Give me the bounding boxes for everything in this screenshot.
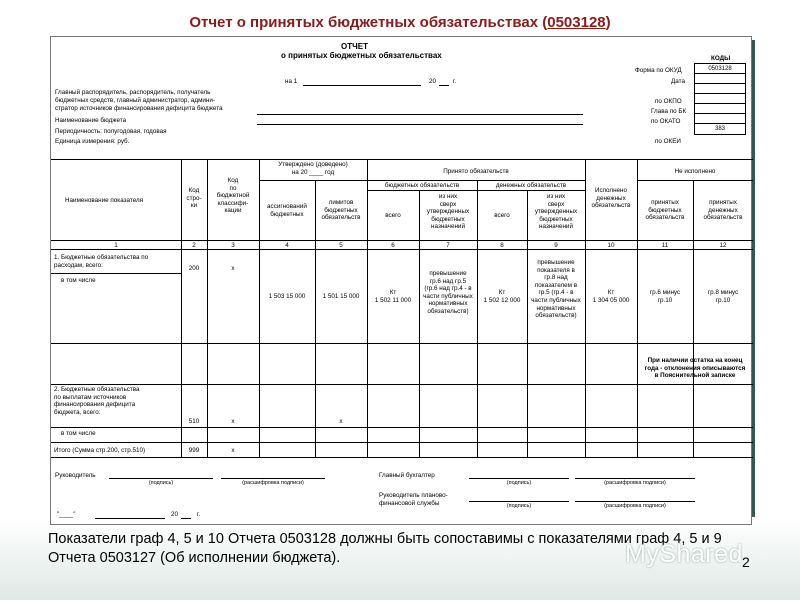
- grid-line: [51, 384, 753, 385]
- label-distributor-2: бюджетных средств, главный администратор, админи-: [55, 97, 216, 104]
- col-over7-header: из них сверх утвержденных бюджетных назначений: [426, 193, 470, 231]
- col-assign-header: ассигнований бюджетных: [267, 203, 307, 218]
- col-number: 7: [446, 242, 450, 249]
- row1-c8: Кт 1 502 12 000: [483, 289, 521, 304]
- sig-line: [109, 478, 213, 479]
- code-date: [695, 74, 745, 84]
- sig-plan-label: Руководитель планово- финансовой службы: [379, 492, 448, 507]
- row1-c5: 1 501 15 000: [322, 293, 360, 300]
- grid-line: [51, 427, 753, 428]
- remainder-note: При наличии остатка на конец года - отклонения описываются в Пояснительной записке: [644, 357, 746, 380]
- row1-c7: превышение гр.6 над гр.5 (гр.6 над гр.4 - в части публичных нормативных обязательств): [423, 270, 473, 315]
- row2-sub: в том числе: [61, 430, 96, 437]
- col-number: 6: [391, 242, 395, 249]
- distributor-line: [257, 114, 583, 115]
- sig-head-label: Руководитель: [55, 472, 96, 479]
- form-code-link[interactable]: 0503128: [547, 14, 606, 31]
- brand-logo: MyShared: [625, 540, 743, 568]
- row1-c12: гр.8 минус гр.10: [707, 289, 739, 304]
- sig-caption: (расшифровка подписи): [604, 480, 666, 486]
- row1-c6: Кт 1 502 11 000: [374, 289, 412, 304]
- date-prefix: на 1: [285, 78, 298, 85]
- col-total8-header: всего: [494, 212, 510, 219]
- year-underline: [439, 85, 449, 86]
- codes-box: [694, 63, 746, 135]
- col-number: 2: [192, 242, 196, 249]
- decorative-right-bar: [752, 40, 755, 517]
- codes-label-okei: по ОКЕИ: [655, 138, 681, 145]
- col-kbk-header: Код по бюджетной классифи- кации: [216, 177, 250, 215]
- col-number: 4: [285, 242, 289, 249]
- sig-chief-acc-label: Главный бухгалтер: [379, 472, 435, 479]
- col-code-header: Код стро- ки: [186, 187, 202, 210]
- code-okpo: [695, 84, 745, 94]
- col-limits-header: лимитов бюджетных обязательств: [321, 199, 361, 222]
- grid-line: [51, 159, 753, 160]
- code-okato: [695, 104, 745, 114]
- codes-label-okpo: по ОКПО: [655, 98, 682, 105]
- row2-c5: x: [339, 418, 343, 425]
- grid-line: [51, 343, 753, 344]
- sig-caption: (подпись): [506, 503, 532, 509]
- sig-line: [469, 501, 569, 502]
- sig-caption: (расшифровка подписи): [604, 503, 666, 509]
- slide-bottom-text: Показатели граф 4, 5 и 10 Отчета 0503128 должны быть сопоставимы с показателями граф 4, 5 и 9 Отчета 0503127 (Об исполнении бюджета).: [48, 531, 722, 566]
- col-name-header: Наименование показателя: [65, 197, 144, 204]
- codes-label-date: Дата: [671, 78, 685, 85]
- sig-caption: (подпись): [506, 480, 532, 486]
- row1-kbk: x: [231, 265, 235, 272]
- slide-title: Отчет о принятых бюджетных обязательствах (0503128): [189, 14, 611, 31]
- grid-line: [51, 240, 753, 241]
- label-distributor-1: Главный распорядитель, распорядитель, получатель: [55, 89, 211, 96]
- accepted-header: Принято обязательств: [443, 168, 509, 175]
- row1-c9: превышение показателя в гр.8 над показателем в гр.5 (гр.4 - в части публичных нормативных обязательств): [531, 259, 581, 320]
- col-number: 1: [114, 242, 118, 249]
- grid-line: [367, 190, 585, 191]
- sig-line: [95, 518, 165, 519]
- money-obl-header: денежных обязательств: [495, 182, 567, 189]
- row3-name: Итого (Сумма стр.200, стр.510): [54, 447, 146, 454]
- label-budget-name: Наименование бюджета: [55, 117, 127, 124]
- code-glava: [695, 94, 745, 104]
- row2-kbk: x: [231, 418, 235, 425]
- row2-name: 2. Бюджетные обязательства по выплатам источников финансирования дефицита бюджета, всего:: [54, 386, 140, 416]
- label-distributor-3: стратор источников финансирования дефицита бюджета: [55, 105, 223, 112]
- sig-line: [469, 478, 569, 479]
- sig-line: [575, 501, 695, 502]
- col-number: 11: [661, 242, 669, 249]
- not-done-header: Не исполнено: [674, 168, 716, 175]
- col-number: 5: [339, 242, 343, 249]
- col-number: 10: [607, 242, 615, 249]
- col-over9-header: из них сверх утвержденных бюджетных назначений: [534, 193, 578, 231]
- grid-line: [259, 180, 367, 181]
- row3-kbk: x: [231, 447, 235, 454]
- row1-sub: в том числе: [61, 277, 96, 284]
- date-g: г.: [453, 78, 457, 85]
- row2-code: 510: [188, 418, 200, 425]
- col-total6-header: всего: [385, 212, 401, 219]
- row1-c10: Кт 1 304 05 000: [592, 289, 630, 304]
- row1-c11: гр.6 минус гр.10: [649, 289, 681, 304]
- grid-line: [51, 457, 753, 458]
- grid-line: [51, 273, 181, 274]
- date-year: 20: [429, 78, 437, 85]
- codes-header: КОДЫ: [711, 55, 731, 62]
- col-notdone-budget-header: принятых бюджетных обязательств: [645, 199, 685, 222]
- row1-c4: 1 503 15 000: [268, 293, 306, 300]
- label-unit: Единица измерения: руб.: [55, 138, 130, 145]
- sig-caption: (подпись): [148, 480, 174, 486]
- form-heading: ОТЧЕТ: [341, 42, 368, 51]
- sig-line: [221, 478, 325, 479]
- sig-date-year: 20: [171, 511, 179, 518]
- grid-line: [51, 442, 753, 443]
- approved-header: Утверждено (доведено) на 20 ____ год: [278, 161, 348, 176]
- row3-code: 999: [188, 447, 200, 454]
- col-executed-header: Исполнено денежных обязательств: [591, 187, 631, 210]
- codes-label-glava: Глава по БК: [651, 108, 687, 115]
- sig-date-g: г.: [197, 511, 201, 518]
- page-number: 2: [742, 554, 750, 570]
- col-number: 3: [231, 242, 235, 249]
- date-underline: [303, 85, 421, 86]
- row1-name: 1. Бюджетные обязательства по расходам, всего:: [54, 254, 149, 269]
- report-form: [50, 36, 752, 525]
- sig-date-quote: "____": [57, 511, 76, 518]
- form-subheading: о принятых бюджетных обязательствах: [281, 51, 442, 60]
- col-notdone-money-header: принятых денежных обязательств: [703, 199, 743, 222]
- grid-line: [367, 180, 585, 181]
- budget-obl-header: бюджетных обязательств: [384, 182, 460, 189]
- col-number: 8: [500, 242, 504, 249]
- budget-name-line: [257, 124, 583, 125]
- sig-caption: (расшифровка подписи): [242, 480, 304, 486]
- grid-line: [367, 159, 368, 457]
- grid-line: [637, 180, 753, 181]
- code-okei: 383: [714, 126, 725, 132]
- col-number: 12: [719, 242, 727, 249]
- code-blank: [695, 114, 745, 124]
- grid-line: [477, 180, 478, 457]
- col-number: 9: [554, 242, 558, 249]
- codes-label-okud: Форма по ОКУД: [635, 67, 682, 74]
- row1-code: 200: [188, 265, 200, 272]
- codes-label-okato: по ОКАТО: [651, 118, 681, 125]
- label-periodicity: Периодичность: полугодовая, годовая: [55, 128, 167, 135]
- sig-line: [575, 478, 695, 479]
- code-okud: 0503128: [695, 64, 745, 74]
- sig-line: [181, 518, 191, 519]
